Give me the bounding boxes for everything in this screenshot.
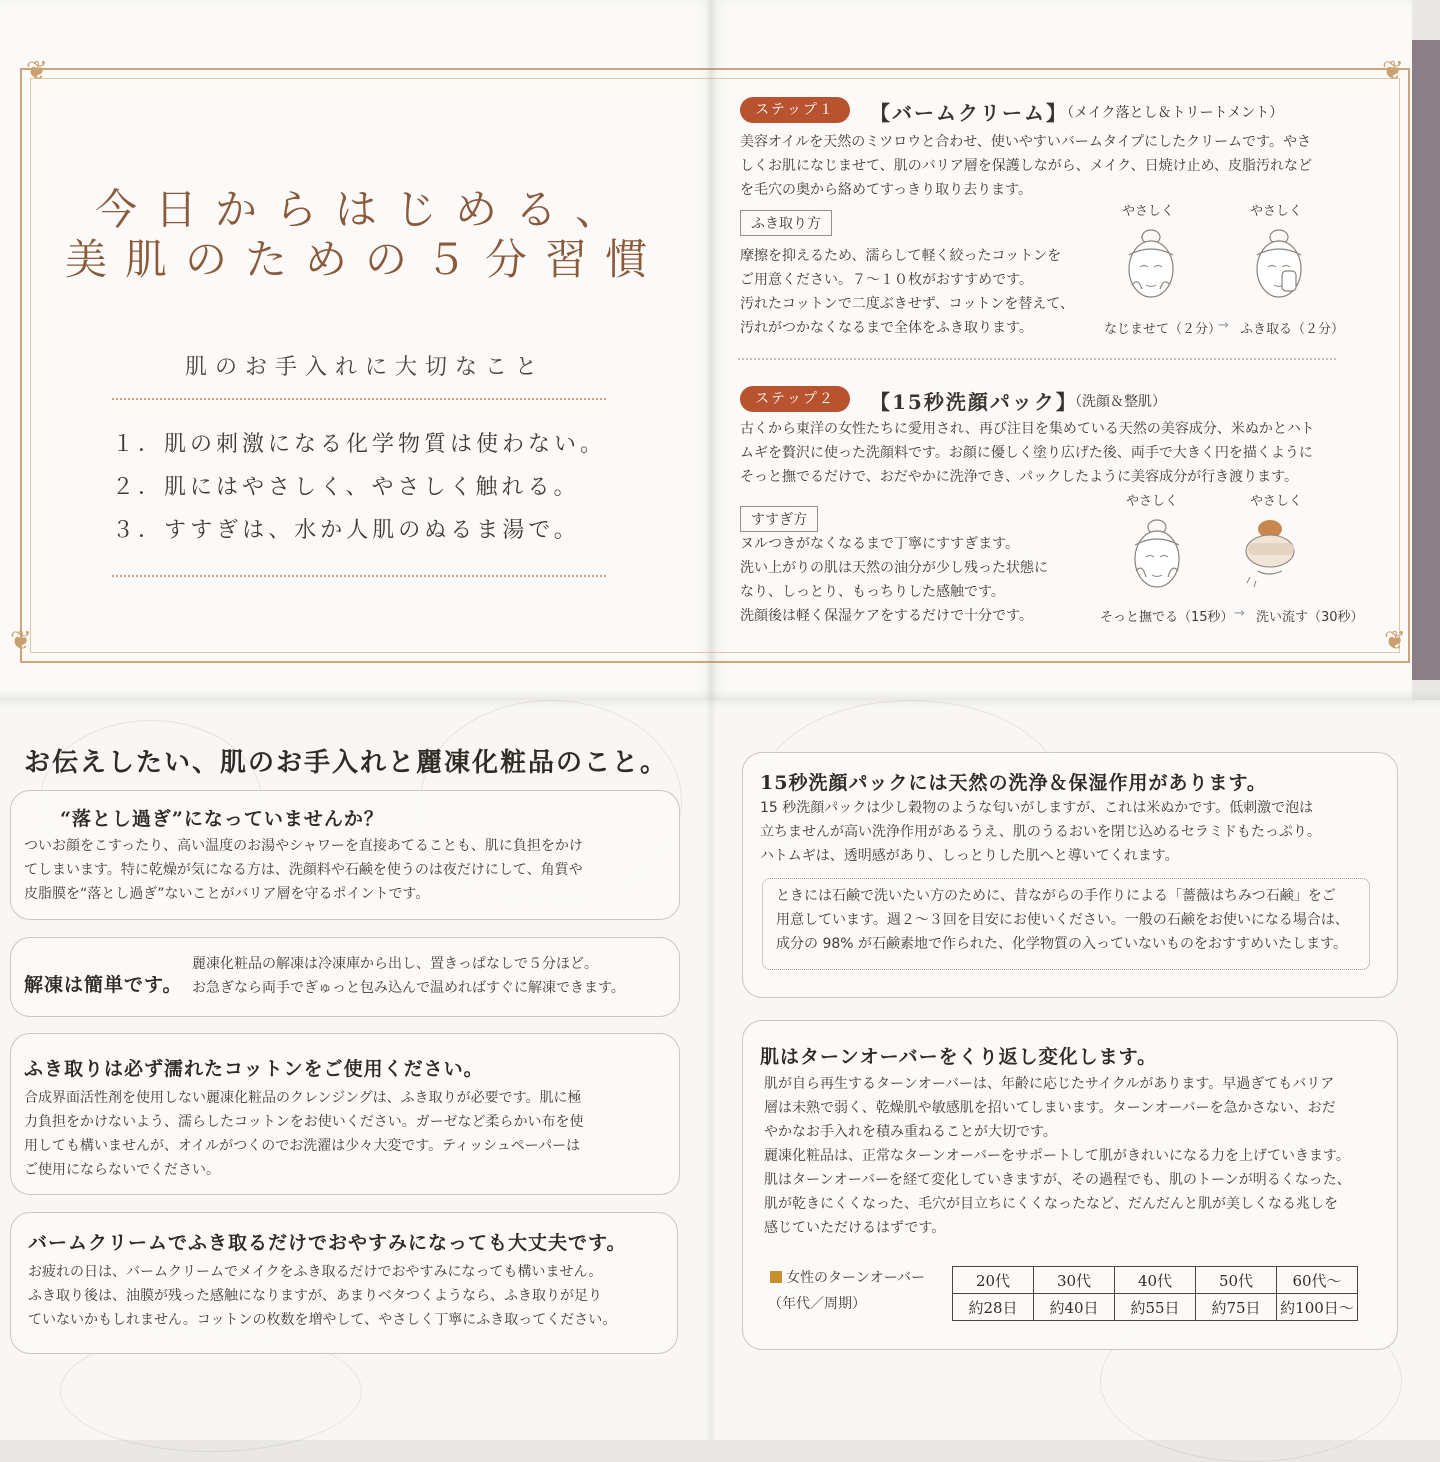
rule-3: ３．すすぎは、水か人肌のぬるま湯で。 — [112, 518, 580, 543]
br-box1-text: 15 秒洗顔パックは少し穀物のような匂いがしますが、これは米ぬかです。低刺激で泡は 立ちませんが高い洗浄作用があるうえ、肌のうるおいを閉じ込めるセラミドもたっぷり。 ハトムギは、透明感があり、しっとりした肌へと導いてくれます。 — [760, 800, 1321, 864]
box2-title: 解凍は簡単です。 — [24, 974, 183, 996]
step2-caption-a: そっと撫でる（15秒） — [1100, 610, 1234, 625]
step1-title: 【バームクリーム】 — [870, 101, 1068, 125]
br-box2-title: 肌はターンオーバーをくり返し変化します。 — [760, 1046, 1158, 1068]
table-cell: 約100日〜 — [1277, 1294, 1358, 1321]
table-cell: 50代 — [1196, 1267, 1277, 1294]
step2-pill: ステップ２ — [740, 386, 850, 412]
ornament-icon: ❦ — [1384, 626, 1406, 656]
step2-label-a: やさしく — [1126, 494, 1179, 509]
ornament-icon: ❦ — [1382, 56, 1404, 86]
br-box2-text: 肌が自ら再生するターンオーバーは、年齢に応じたサイクルがあります。早過ぎてもバリア 層は未熟で弱く、乾燥肌や敏感肌を招いてしまいます。ターンオーバーを急かさない、おだ やかなお手入れを積み重ねることが大切です。 麗凍化粧品は、正常なターンオーバーをサポートして肌がきれいになる力を上げていきます。 肌はターンオーバーを経て変化していきますが、その過程でも、肌のトーンが明るくなった、 肌が乾きにくくなった、毛穴が目立ちにくくなったなど、だんだんと肌が美しくなる兆しを 感じていただけるはずです。 — [764, 1076, 1351, 1236]
turnover-table — [952, 1266, 1358, 1321]
br-box1-title: 15秒洗顔パックには天然の洗浄＆保湿作用があります。 — [760, 772, 1267, 794]
fold-line-horizontal — [0, 690, 1440, 708]
table-cell: 約75日 — [1196, 1294, 1277, 1321]
step1-method: 摩擦を抑えるため、濡らして軽く絞ったコットンを ご用意ください。７〜１０枚がおすすめです。 汚れたコットンで二度ぶきせず、コットンを替えて、 汚れがつかなくなるまで全体をふき取ります。 — [740, 248, 1075, 336]
section-title: お伝えしたい、肌のお手入れと麗凍化粧品のこと。 — [24, 748, 669, 778]
box1-text: ついお顔をこすったり、高い温度のお湯やシャワーを直接あてることも、肌に負担をかけ てしまいます。特に乾燥が気になる方は、洗顔料や石鹸を使うのは夜だけにして、角質や 皮脂膜を“落とし過ぎ”ないことがバリア層を守るポイントです。 — [24, 838, 583, 902]
step1-description: 美容オイルを天然のミツロウと合わせ、使いやすいバームタイプにしたクリームです。やさ しくお肌になじませて、肌のバリア層を保護しながら、メイク、日焼け止め、皮脂汚れなど を毛穴の奥から絡めてすっきり取り去ります。 — [740, 134, 1313, 198]
step2-caption-b: 洗い流す（30秒） — [1256, 610, 1364, 625]
headline-line1: 今日からはじめる、 — [94, 185, 635, 234]
fold-line-vertical — [706, 0, 716, 1440]
step2-description: 古くから東洋の女性たちに愛用され、再び注目を集めている天然の美容成分、米ぬかとハト ムギを贅沢に使った洗顔料です。お顔に優しく塗り広げた後、両手で大きく円を描くように そっと撫でるだけで、おだやかに洗浄でき、パックしたように美容成分が行き渡ります。 — [740, 421, 1315, 485]
rinse-illustration-icon — [1240, 515, 1310, 599]
table-cell: 40代 — [1115, 1267, 1196, 1294]
box3-title: ふき取りは必ず濡れたコットンをご使用ください。 — [24, 1058, 484, 1080]
box1-title: “落とし過ぎ”になっていませんか？ — [60, 808, 384, 830]
table-cell: 約40日 — [1034, 1294, 1115, 1321]
rule-2: ２．肌にはやさしく、やさしく触れる。 — [112, 475, 580, 500]
ornament-icon: ❦ — [26, 56, 48, 86]
step1-label-b: やさしく — [1250, 204, 1303, 219]
table-cell: 20代 — [953, 1267, 1034, 1294]
arrow-icon: → — [1218, 318, 1229, 333]
ornament-icon: ❦ — [10, 626, 32, 656]
step1-subtitle: （メイク落とし＆トリートメント） — [1060, 105, 1284, 121]
face-illustration-icon — [1118, 225, 1184, 309]
step1-caption-b: ふき取る（２分） — [1240, 322, 1345, 337]
legend-square-icon — [770, 1271, 782, 1283]
step2-subtitle: （洗顔＆整肌） — [1068, 394, 1166, 410]
legend-sub: （年代／周期） — [768, 1296, 866, 1312]
step2-method: ヌルつきがなくなるまで丁寧にすすぎます。 洗い上がりの肌は天然の油分が少し残った状態に なり、しっとり、もっちりした感触です。 洗顔後は軽く保湿ケアをするだけで十分です。 — [740, 536, 1048, 624]
divider — [112, 398, 606, 400]
face-illustration-icon — [1124, 515, 1190, 599]
box4-text: お疲れの日は、バームクリームでメイクをふき取るだけでおやすみになっても構いません。 ふき取り後は、油膜が残った感触になりますが、あまりベタつくようなら、ふき取りが足り ていないかもしれません。コットンの枚数を増やして、やさしく丁寧にふき取ってください。 — [28, 1264, 617, 1328]
step1-pill: ステップ１ — [740, 97, 850, 123]
table-row-cycles — [953, 1294, 1358, 1321]
box2-text: 麗凍化粧品の解凍は冷凍庫から出し、置きっぱなしで５分ほど。 お急ぎなら両手でぎゅっと包み込んで温めればすぐに解凍できます。 — [192, 956, 625, 996]
headline-line2: 美肌のための５分習慣 — [64, 235, 665, 284]
divider — [112, 575, 606, 577]
table-cell: 60代〜 — [1277, 1267, 1358, 1294]
table-cell: 30代 — [1034, 1267, 1115, 1294]
step2-label-b: やさしく — [1250, 494, 1303, 509]
step2-title: 【15秒洗顔パック】 — [870, 390, 1078, 414]
box3-text: 合成界面活性剤を使用しない麗凍化粧品のクレンジングは、ふき取りが必要です。肌に極 力負担をかけないよう、濡らしたコットンをお使いください。ガーゼなど柔らかい布を使 用しても構いませんが、オイルがつくのでお洗濯は少々大変です。ティッシュペーパーは ご使用にならないでください。 — [24, 1090, 584, 1178]
note-text: ときには石鹸で洗いたい方のために、昔ながらの手作りによる「薔薇はちみつ石鹸」をご 用意しています。週２〜３回を目安にお使いください。一般の石鹸をお使いになる場合は、 成分の 98% が石鹸素地で作られた、化学物質の入っていないものをおすすめいたします。 — [776, 888, 1349, 952]
step1-label-a: やさしく — [1122, 204, 1175, 219]
box4-title: バームクリームでふき取るだけでおやすみになっても大丈夫です。 — [28, 1232, 627, 1254]
arrow-icon: → — [1234, 606, 1245, 621]
face-illustration-icon — [1246, 225, 1312, 309]
background-edge — [1412, 40, 1440, 680]
step1-caption-a: なじませて（２分） — [1104, 322, 1222, 337]
table-row-ages — [953, 1267, 1358, 1294]
step1-tag: ふき取り方 — [740, 210, 832, 236]
legend-label: 女性のターンオーバー — [786, 1270, 926, 1286]
table-cell: 約28日 — [953, 1294, 1034, 1321]
subhead: 肌のお手入れに大切なこと — [184, 355, 545, 380]
table-cell: 約55日 — [1115, 1294, 1196, 1321]
divider — [738, 358, 1336, 360]
rule-1: １．肌の刺激になる化学物質は使わない。 — [112, 432, 607, 457]
step2-tag: すすぎ方 — [740, 506, 818, 532]
